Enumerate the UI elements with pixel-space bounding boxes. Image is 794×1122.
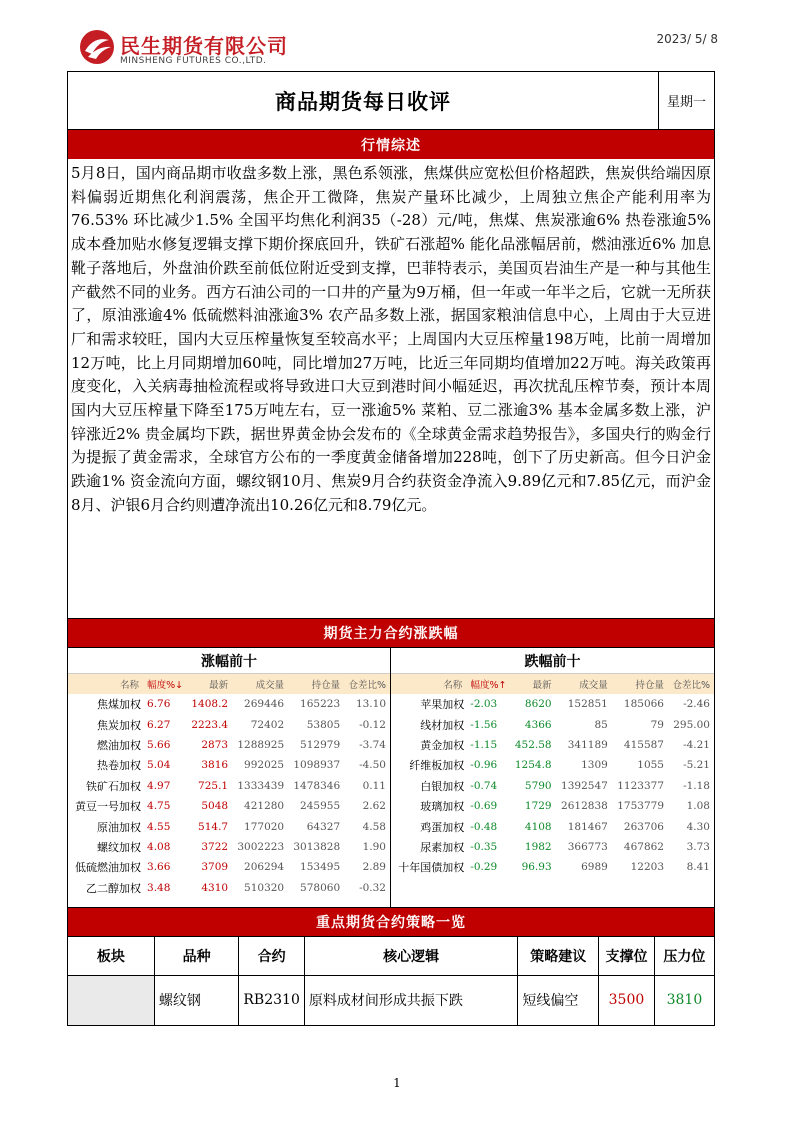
losers-cell: 452.58 bbox=[514, 738, 552, 751]
losers-header-cell: 幅度%↑ bbox=[466, 674, 510, 694]
gainers-cell: 4.97 bbox=[147, 779, 171, 792]
gainers-cell: 992025 bbox=[244, 759, 285, 772]
losers-cell: 玻璃加权 bbox=[420, 800, 465, 814]
strategy-header-cell: 压力位 bbox=[654, 937, 714, 975]
gainers-cell: 206294 bbox=[244, 861, 285, 874]
losers-cell: 185066 bbox=[623, 698, 664, 711]
gainers-cell: 725.1 bbox=[198, 779, 229, 792]
losers-cell: -0.96 bbox=[470, 759, 498, 772]
losers-cell: 白银加权 bbox=[420, 779, 465, 793]
gainers-row bbox=[68, 837, 390, 857]
losers-cell: 8.41 bbox=[686, 861, 710, 874]
gainers-cell: 2.89 bbox=[362, 861, 386, 874]
losers-cell: 6989 bbox=[581, 861, 608, 874]
gainers-cell: 5.04 bbox=[147, 759, 171, 772]
gainers-cell: 2873 bbox=[201, 738, 229, 751]
gainers-cell: -4.50 bbox=[359, 759, 386, 772]
gainers-cell: 4.58 bbox=[362, 820, 386, 833]
gainers-cell: 245955 bbox=[300, 800, 341, 813]
gainers-cell: 1098937 bbox=[293, 759, 341, 772]
gainers-cell: 1.90 bbox=[362, 840, 386, 853]
gainers-cell: 低硫燃油加权 bbox=[75, 861, 142, 875]
strategy-cell: 3500 bbox=[599, 975, 655, 1025]
gainers-cell: 铁矿石加权 bbox=[86, 779, 142, 793]
gainers-table bbox=[68, 674, 390, 898]
strategy-header-cell: 合约 bbox=[239, 937, 304, 975]
gainers-panel bbox=[68, 648, 391, 907]
losers-cell: -0.69 bbox=[470, 800, 498, 813]
losers-row bbox=[391, 735, 714, 755]
losers-cell: 12203 bbox=[630, 861, 664, 874]
losers-cell: 2612838 bbox=[561, 800, 608, 813]
losers-cell: -5.21 bbox=[683, 759, 710, 772]
losers-cell: 85 bbox=[594, 718, 608, 731]
gainers-header-cell: 持仓量 bbox=[288, 674, 344, 694]
losers-header-cell: 成交量 bbox=[556, 674, 612, 694]
losers-cell: 4.30 bbox=[686, 820, 710, 833]
losers-header-cell: 仓差比% bbox=[668, 674, 714, 694]
losers-cell: 4366 bbox=[524, 718, 552, 731]
strategy-row bbox=[68, 975, 714, 1025]
losers-cell: 341189 bbox=[567, 738, 608, 751]
losers-header-cell: 持仓量 bbox=[612, 674, 668, 694]
gainers-cell: 64327 bbox=[306, 820, 341, 833]
gainers-cell: 4.75 bbox=[147, 800, 171, 813]
gainers-cell: 热卷加权 bbox=[97, 759, 142, 773]
losers-header-cell: 最新 bbox=[511, 674, 556, 694]
losers-title: 跌幅前十 bbox=[391, 648, 714, 674]
gainers-cell: -3.74 bbox=[359, 738, 386, 751]
gainers-cell: 4.55 bbox=[147, 820, 171, 833]
market-summary-text: 5月8日，国内商品期市收盘多数上涨，黑色系领涨，焦煤供应宽松但价格超跌，焦炭供给端因原料偏弱近期焦化利润震荡，焦企开工微降，焦炭产量环比减少，上周独立焦企产能利用率为76.53% 环比减少1.5% 全国平均焦化利润35（-28）元/吨，焦煤、焦炭涨逾6% 热卷涨逾5% 成本叠加贴水修复逻辑支撑下期价探底回升，铁矿石涨超% 能化品涨幅居前，燃油涨近6% 加息靴子落地后，外盘油价跌至前低位附近受到支撑，巴菲特表示，美国页岩油生产是一种与其他生产截然不同的业务。西方石油公司的一口井的产量为9万桶，但一年或一年半之后，它就一无所获了，原油涨逾4% 低硫燃料油涨逾3% 农产品多数上涨，据国家粮油信息中心，上周由于大豆进厂和需求较旺，国内大豆压榨量恢复至较高水平；上周国内大豆压榨量198万吨，比前一周增加12万吨，比上月同期增加60吨，同比增加27万吨，比近三年同期均值增加22万吨。海关政策再度变化，入关病毒抽检流程或将导致进口大豆到港时间小幅延迟，再次扰乱压榨节奏，预计本周国内大豆压榨量下降至175万吨左右，豆一涨逾5% 菜粕、豆二涨逾3% 基本金属多数上涨，沪锌涨近2% 贵金属均下跌，据世界黄金协会发布的《全球黄金需求趋势报告》，多国央行的购金行为提振了黄金需求，全球官方公布的一季度黄金储备增加228吨，创下了历史新高。但今日沪金跌逾1% 资金流向方面，螺纹钢10月、焦炭9月合约获资金净流入9.89亿元和7.85亿元，而沪金8月、沪银6月合约则遭净流出10.26亿元和8.79亿元。 bbox=[68, 159, 714, 619]
losers-cell: 5790 bbox=[524, 779, 552, 792]
losers-cell: -1.15 bbox=[470, 738, 498, 751]
report-date: 2023/ 5/ 8 bbox=[656, 32, 718, 46]
losers-cell: 1982 bbox=[524, 840, 552, 853]
gainers-cell: 514.7 bbox=[198, 820, 229, 833]
gainers-cell: 乙二醇加权 bbox=[86, 881, 142, 895]
report-title: 商品期货每日收评 bbox=[275, 89, 451, 114]
gainers-cell: 4310 bbox=[201, 881, 229, 894]
losers-cell: 黄金加权 bbox=[420, 738, 465, 752]
strategy-cell: 螺纹钢 bbox=[154, 975, 239, 1025]
losers-cell: 1055 bbox=[637, 759, 664, 772]
losers-cell: 1729 bbox=[524, 800, 552, 813]
gainers-cell: 1478346 bbox=[293, 779, 341, 792]
gainers-row bbox=[68, 694, 390, 714]
losers-row bbox=[391, 776, 714, 796]
gainers-row bbox=[68, 816, 390, 836]
gainers-row bbox=[68, 735, 390, 755]
losers-cell: 96.93 bbox=[521, 861, 552, 874]
gainers-row bbox=[68, 857, 390, 877]
gainers-cell: 2223.4 bbox=[191, 718, 229, 731]
gainers-cell: 165223 bbox=[300, 698, 341, 711]
summary-heading: 行情综述 bbox=[68, 130, 714, 159]
company-logo bbox=[78, 28, 318, 72]
losers-cell: -2.46 bbox=[683, 698, 710, 711]
losers-cell: 1.08 bbox=[686, 800, 710, 813]
gainers-cell: 3816 bbox=[201, 759, 229, 772]
losers-cell: -4.21 bbox=[683, 738, 710, 751]
losers-cell: 295.00 bbox=[673, 718, 710, 731]
gainers-row bbox=[68, 878, 390, 898]
losers-row bbox=[391, 694, 714, 714]
gainers-cell: 72402 bbox=[250, 718, 285, 731]
gainers-cell: 5.66 bbox=[147, 738, 171, 751]
losers-cell: 3.73 bbox=[686, 840, 710, 853]
page-number: 1 bbox=[393, 1076, 401, 1090]
gainers-cell: 螺纹加权 bbox=[97, 840, 142, 854]
gainers-cell: 5048 bbox=[201, 800, 229, 813]
gainers-cell: 6.76 bbox=[147, 698, 171, 711]
strategy-header-cell: 核心逻辑 bbox=[304, 937, 518, 975]
losers-row bbox=[391, 837, 714, 857]
losers-table bbox=[391, 674, 714, 878]
losers-row bbox=[391, 857, 714, 877]
gainers-cell: 1408.2 bbox=[191, 698, 229, 711]
gainers-cell: 3013828 bbox=[293, 840, 341, 853]
losers-cell: -2.03 bbox=[470, 698, 498, 711]
losers-cell: 4108 bbox=[524, 820, 552, 833]
losers-cell: 8620 bbox=[524, 698, 552, 711]
losers-cell: 线材加权 bbox=[420, 718, 465, 732]
gainers-cell: 512979 bbox=[300, 738, 341, 751]
strategy-heading: 重点期货合约策略一览 bbox=[68, 908, 714, 937]
gainers-title: 涨幅前十 bbox=[68, 648, 390, 674]
strategy-cell: RB2310 bbox=[239, 975, 304, 1025]
gainers-row bbox=[68, 755, 390, 775]
gainers-header-cell: 名称 bbox=[68, 674, 143, 694]
losers-cell: 415587 bbox=[623, 738, 664, 751]
gainers-cell: 焦煤加权 bbox=[97, 698, 142, 712]
gainers-cell: 153495 bbox=[300, 861, 341, 874]
losers-cell: -1.56 bbox=[470, 718, 498, 731]
gainers-cell: 53805 bbox=[306, 718, 341, 731]
losers-header-cell: 名称 bbox=[391, 674, 466, 694]
losers-cell: -1.18 bbox=[683, 779, 710, 792]
losers-row bbox=[391, 796, 714, 816]
losers-cell: -0.29 bbox=[470, 861, 498, 874]
movers-section bbox=[68, 648, 714, 908]
losers-cell: 1753779 bbox=[617, 800, 664, 813]
company-logo-icon bbox=[78, 28, 116, 66]
company-name-cn: 民生期货有限公司 bbox=[120, 34, 288, 58]
gainers-cell: 3722 bbox=[201, 840, 229, 853]
strategy-cell: 原料成材间形成共振下跌 bbox=[304, 975, 518, 1025]
losers-cell: 1392547 bbox=[561, 779, 608, 792]
movers-heading: 期货主力合约涨跌幅 bbox=[68, 619, 714, 648]
strategy-header-cell: 板块 bbox=[68, 937, 154, 975]
losers-cell: 263706 bbox=[623, 820, 664, 833]
gainers-cell: 焦炭加权 bbox=[97, 718, 142, 732]
gainers-cell: -0.32 bbox=[359, 881, 386, 894]
gainers-cell: 1288925 bbox=[237, 738, 285, 751]
losers-panel bbox=[391, 648, 714, 907]
gainers-cell: 2.62 bbox=[362, 800, 386, 813]
losers-cell: -0.35 bbox=[470, 840, 498, 853]
gainers-header-cell: 仓差比% bbox=[344, 674, 390, 694]
gainers-cell: 4.08 bbox=[147, 840, 171, 853]
losers-row bbox=[391, 755, 714, 775]
losers-cell: 1254.8 bbox=[514, 759, 552, 772]
gainers-cell: 0.11 bbox=[362, 779, 386, 792]
strategy-cell bbox=[68, 975, 154, 1025]
gainers-header-cell: 成交量 bbox=[232, 674, 288, 694]
losers-cell: -0.48 bbox=[470, 820, 498, 833]
gainers-cell: 燃油加权 bbox=[97, 738, 142, 752]
gainers-cell: 177020 bbox=[244, 820, 285, 833]
losers-cell: -0.74 bbox=[470, 779, 498, 792]
losers-row bbox=[391, 714, 714, 734]
strategy-header-cell: 支撑位 bbox=[599, 937, 655, 975]
gainers-cell: 421280 bbox=[244, 800, 285, 813]
losers-cell: 尿素加权 bbox=[420, 840, 465, 854]
report-frame bbox=[67, 71, 715, 1026]
strategy-header-cell: 品种 bbox=[154, 937, 239, 975]
strategy-header-cell: 策略建议 bbox=[518, 937, 599, 975]
strategy-table bbox=[68, 937, 714, 1025]
gainers-row bbox=[68, 714, 390, 734]
gainers-cell: 黄豆一号加权 bbox=[75, 800, 142, 814]
title-row bbox=[68, 72, 714, 130]
losers-cell: 1123377 bbox=[617, 779, 664, 792]
gainers-row bbox=[68, 776, 390, 796]
gainers-cell: 578060 bbox=[300, 881, 341, 894]
gainers-cell: 510320 bbox=[244, 881, 285, 894]
company-name-en: MINSHENG FUTURES CO.,LTD. bbox=[120, 56, 267, 66]
gainers-row bbox=[68, 796, 390, 816]
strategy-cell: 3810 bbox=[654, 975, 714, 1025]
weekday-label: 星期一 bbox=[658, 72, 714, 129]
losers-cell: 苹果加权 bbox=[420, 698, 465, 712]
gainers-cell: 3709 bbox=[201, 861, 229, 874]
losers-cell: 鸡蛋加权 bbox=[420, 820, 465, 834]
losers-cell: 十年国债加权 bbox=[398, 861, 465, 875]
gainers-cell: -0.12 bbox=[359, 718, 386, 731]
gainers-header-cell: 最新 bbox=[187, 674, 232, 694]
losers-cell: 1309 bbox=[581, 759, 608, 772]
losers-cell: 366773 bbox=[567, 840, 608, 853]
losers-row bbox=[391, 816, 714, 836]
gainers-cell: 原油加权 bbox=[97, 820, 142, 834]
strategy-cell: 短线偏空 bbox=[518, 975, 599, 1025]
losers-cell: 152851 bbox=[567, 698, 608, 711]
losers-cell: 79 bbox=[650, 718, 664, 731]
gainers-cell: 1333439 bbox=[237, 779, 285, 792]
gainers-cell: 3.48 bbox=[147, 881, 171, 894]
gainers-cell: 3.66 bbox=[147, 861, 171, 874]
losers-cell: 纤维板加权 bbox=[409, 759, 465, 773]
gainers-cell: 3002223 bbox=[237, 840, 285, 853]
losers-cell: 467862 bbox=[623, 840, 664, 853]
losers-cell: 181467 bbox=[567, 820, 608, 833]
gainers-cell: 269446 bbox=[244, 698, 285, 711]
gainers-header-cell: 幅度%↓ bbox=[143, 674, 187, 694]
gainers-cell: 13.10 bbox=[355, 698, 386, 711]
gainers-cell: 6.27 bbox=[147, 718, 171, 731]
